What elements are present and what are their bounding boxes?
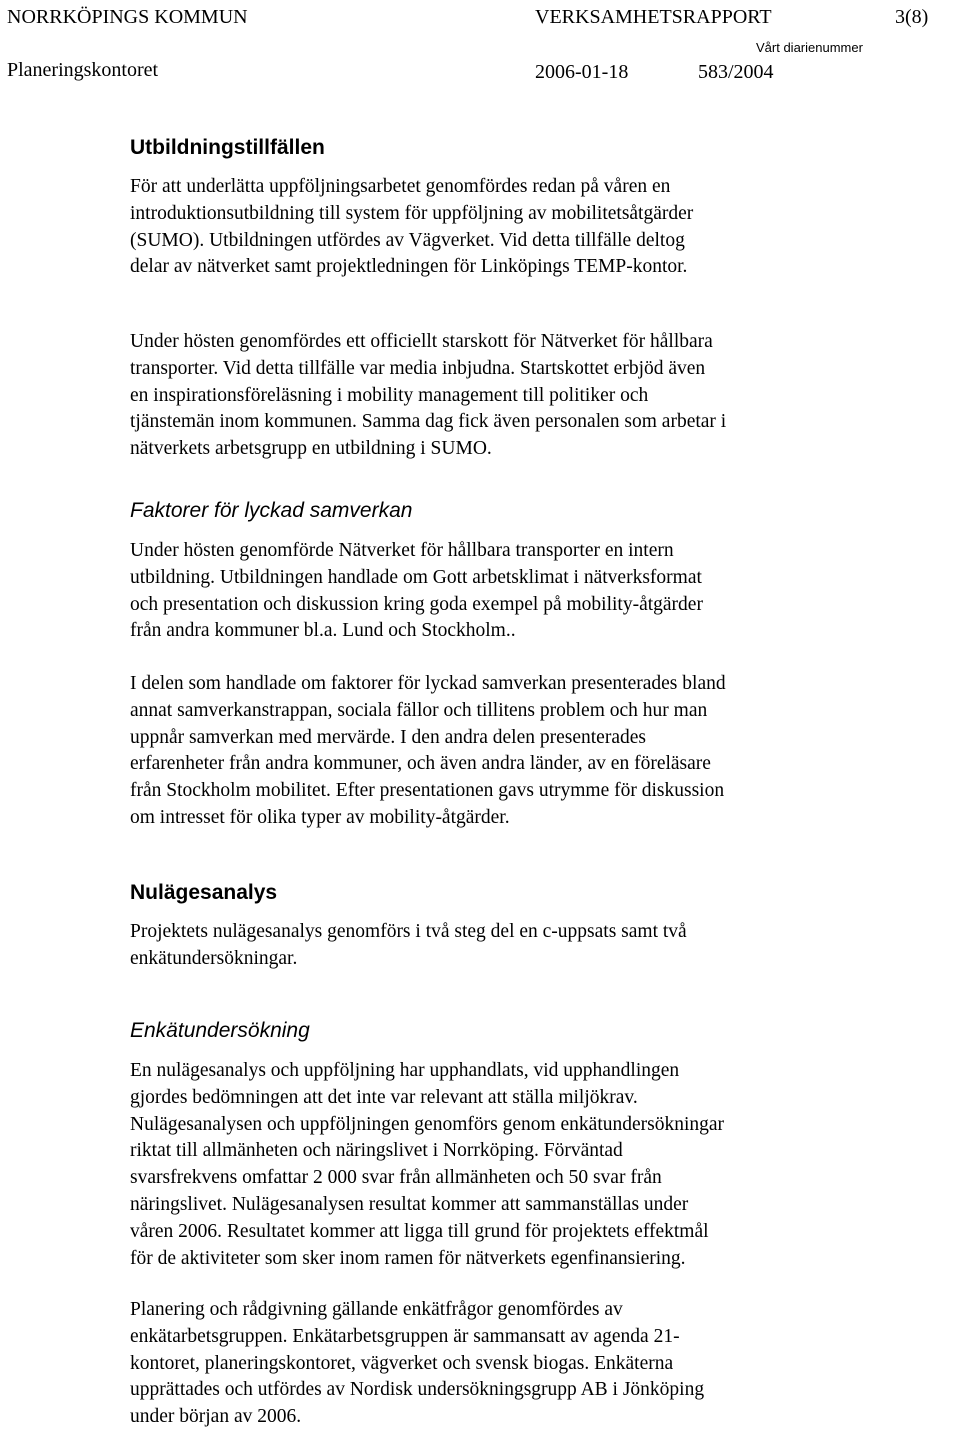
heading-utbildningstillfallen: Utbildningstillfällen [130,136,325,159]
text-line: Nulägesanalysen och uppföljningen genomförs genom enkätundersökningar [130,1113,725,1135]
text-line: för de aktiviteter som sker inom ramen för nätverkets egenfinansiering. [130,1247,686,1269]
heading-faktorer-for-lyckad-samverkan: Faktorer för lyckad samverkan [130,499,413,522]
text-line: från Stockholm mobilitet. Efter presentationen gavs utrymme för diskussion [130,780,725,802]
text-line: nätverkets arbetsgrupp en utbildning i SUMO. [130,438,492,460]
document-date: 2006-01-18 [535,61,629,83]
text-line: Projektets nulägesanalys genomförs i två steg del en c-uppsats samt två [130,921,687,942]
paragraph [130,329,870,463]
report-type: VERKSAMHETSRAPPORT [535,6,772,28]
heading-enkatundersokning: Enkätundersökning [130,1019,310,1042]
text-line: en inspirationsföreläsning i mobility management till politiker och [130,384,649,406]
text-line: och presentation och diskussion kring goda exempel på mobility-åtgärder [130,593,703,615]
text-line: uppnår samverkan med mervärde. I den andra delen presenterades [130,726,646,748]
text-line: utbildning. Utbildningen handlade om Gott arbetsklimat i nätverksformat [130,566,702,588]
text-line: kontoret, planeringskontoret, vägverket och svensk biogas. Enkäterna [130,1352,674,1374]
paragraph [130,538,870,645]
text-line: En nulägesanalys och uppföljning har upphandlats, vid upphandlingen [130,1060,680,1081]
text-line: under början av 2006. [130,1406,302,1428]
diarienummer: 583/2004 [698,61,774,83]
text-line: För att underlätta uppföljningsarbetet genomfördes redan på våren en [130,176,671,197]
text-line: om intresset för olika typer av mobility-åtgärder. [130,806,510,828]
text-line: Under hösten genomförde Nätverket för hållbara transporter en intern [130,540,674,561]
heading-nulagesanalys: Nulägesanalys [130,881,278,904]
text-line: enkätarbetsgruppen. Enkätarbetsgruppen är sammansatt av agenda 21- [130,1325,680,1347]
paragraph [130,919,870,973]
text-line: enkätundersökningar. [130,947,298,969]
paragraph [130,174,870,281]
paragraph [130,1297,870,1431]
text-line: gjordes bedömningen att det inte var relevant att ställa miljökrav. [130,1086,638,1108]
text-line: I delen som handlade om faktorer för lyckad samverkan presenterades bland [130,673,726,694]
text-line: Planering och rådgivning gällande enkätfrågor genomfördes av [130,1299,623,1320]
office-name: Planeringskontoret [7,59,159,81]
text-line: (SUMO). Utbildningen utfördes av Vägverket. Vid detta tillfälle deltog [130,229,685,251]
text-line: Under hösten genomfördes ett officiellt starskott för Nätverket för hållbara [130,331,713,352]
paragraph [130,671,870,832]
municipality-name: NORRKÖPINGS KOMMUN [7,6,248,28]
text-line: våren 2006. Resultatet kommer att ligga till grund för projektets effektmål [130,1220,709,1242]
text-line: riktat till allmänheten och näringslivet i Norrköping. Förväntad [130,1140,623,1162]
text-line: tjänstemän inom kommunen. Samma dag fick även personalen som arbetar i [130,411,727,433]
text-line: annat samverkanstrappan, sociala fällor och tillitens problem och hur man [130,699,708,721]
text-line: svarsfrekvens omfattar 2 000 svar från allmänheten och 50 svar från [130,1167,662,1189]
text-line: delar av nätverket samt projektledningen för Linköpings TEMP-kontor. [130,256,688,278]
text-line: näringslivet. Nulägesanalysen resultat kommer att sammanställas under [130,1193,689,1215]
page-number: 3(8) [895,6,929,28]
diarienummer-label: Vårt diarienummer [756,40,863,55]
text-line: upprättades och utfördes av Nordisk undersökningsgrupp AB i Jönköping [130,1379,705,1401]
text-line: erfarenheter från andra kommuner, och även andra länder, av en föreläsare [130,753,711,775]
paragraph [130,1058,870,1272]
text-line: introduktionsutbildning till system för uppföljning av mobilitetsåtgärder [130,202,694,224]
text-line: från andra kommuner bl.a. Lund och Stockholm.. [130,620,516,642]
text-line: transporter. Vid detta tillfälle var media inbjudna. Startskottet erbjöd även [130,357,706,379]
